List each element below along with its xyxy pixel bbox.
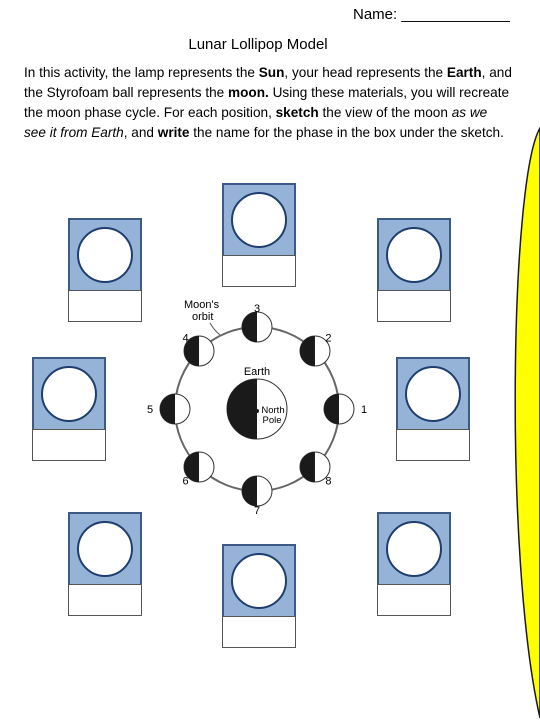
position-label-8: 8 xyxy=(325,475,332,488)
name-line: Name: _____________ xyxy=(353,6,510,23)
sketch-frame xyxy=(32,357,106,431)
sketch-circle[interactable] xyxy=(77,227,133,283)
phase-name-box[interactable] xyxy=(396,429,470,461)
instr-earth: Earth xyxy=(446,65,482,80)
moon-3-dark-half xyxy=(242,312,257,342)
sketch-frame xyxy=(68,512,142,586)
north-pole-dot xyxy=(255,409,259,413)
instr-text-3: , and the Styrofoam ball represents the xyxy=(24,65,512,100)
instr-sun: Sun xyxy=(258,65,285,80)
orbit-label-line1: Moon's xyxy=(184,299,220,311)
instr-moon: moon. xyxy=(228,85,269,100)
phase-name-box[interactable] xyxy=(68,290,142,322)
sketch-card-top xyxy=(222,183,296,287)
sketch-card-left xyxy=(32,357,106,461)
sketch-circle[interactable] xyxy=(41,366,97,422)
phase-name-box[interactable] xyxy=(377,584,451,616)
instr-emphasis: as we see it from Earth xyxy=(24,105,488,140)
sun-shape xyxy=(500,0,540,720)
sketch-circle[interactable] xyxy=(231,553,287,609)
position-label-1: 1 xyxy=(360,404,368,416)
position-label-2: 2 xyxy=(325,332,332,345)
moon-7-dark-half xyxy=(242,476,257,506)
instr-text-5: the view of the moon xyxy=(318,105,452,120)
position-label-6: 6 xyxy=(182,475,189,488)
instr-text-1: In this activity, the lamp represents the xyxy=(24,65,259,80)
sketch-card-right xyxy=(396,357,470,461)
page-title: Lunar Lollipop Model xyxy=(188,36,328,53)
instr-text-6: , and xyxy=(123,125,158,140)
phase-name-box[interactable] xyxy=(32,429,106,461)
moon-orbit-diagram xyxy=(140,290,380,530)
instr-text-2: , your head represents the xyxy=(284,65,447,80)
sketch-frame xyxy=(377,218,451,292)
position-label-7: 7 xyxy=(253,505,261,517)
instr-text-4: Using these materials, you will recreate the moon phase cycle. For each position, xyxy=(24,85,510,120)
sketch-frame xyxy=(377,512,451,586)
sketch-circle[interactable] xyxy=(231,192,287,248)
phase-name-box[interactable] xyxy=(377,290,451,322)
phase-name-box[interactable] xyxy=(222,255,296,287)
sketch-circle[interactable] xyxy=(386,227,442,283)
sketch-circle[interactable] xyxy=(77,521,133,577)
sketch-frame xyxy=(222,544,296,618)
moon-1-dark-half xyxy=(324,394,339,424)
sketch-frame xyxy=(396,357,470,431)
instr-text-7: the name for the phase in the box under the sketch. xyxy=(189,125,504,140)
sketch-card-bottom xyxy=(222,544,296,648)
instructions xyxy=(24,63,512,143)
phase-name-box[interactable] xyxy=(68,584,142,616)
orbit-label-pointer xyxy=(210,323,220,335)
pole-label: Pole xyxy=(262,415,282,426)
sketch-circle[interactable] xyxy=(386,521,442,577)
sketch-card-lower-left xyxy=(68,512,142,616)
orbit-label-line2: orbit xyxy=(192,311,214,323)
instr-sketch: sketch xyxy=(275,105,319,120)
position-label-4: 4 xyxy=(182,332,189,345)
north-label: North xyxy=(261,405,285,416)
instr-write: write xyxy=(157,125,190,140)
sketch-card-lower-right xyxy=(377,512,451,616)
sketch-circle[interactable] xyxy=(405,366,461,422)
sketch-frame xyxy=(222,183,296,257)
sketch-card-upper-left xyxy=(68,218,142,322)
phase-name-box[interactable] xyxy=(222,616,296,648)
sketch-frame xyxy=(68,218,142,292)
position-label-3: 3 xyxy=(253,303,261,315)
earth-label: Earth xyxy=(243,366,271,378)
earth-dark-half xyxy=(227,379,257,439)
sketch-card-upper-right xyxy=(377,218,451,322)
moon-5-dark-half xyxy=(160,394,175,424)
position-label-5: 5 xyxy=(146,404,154,416)
